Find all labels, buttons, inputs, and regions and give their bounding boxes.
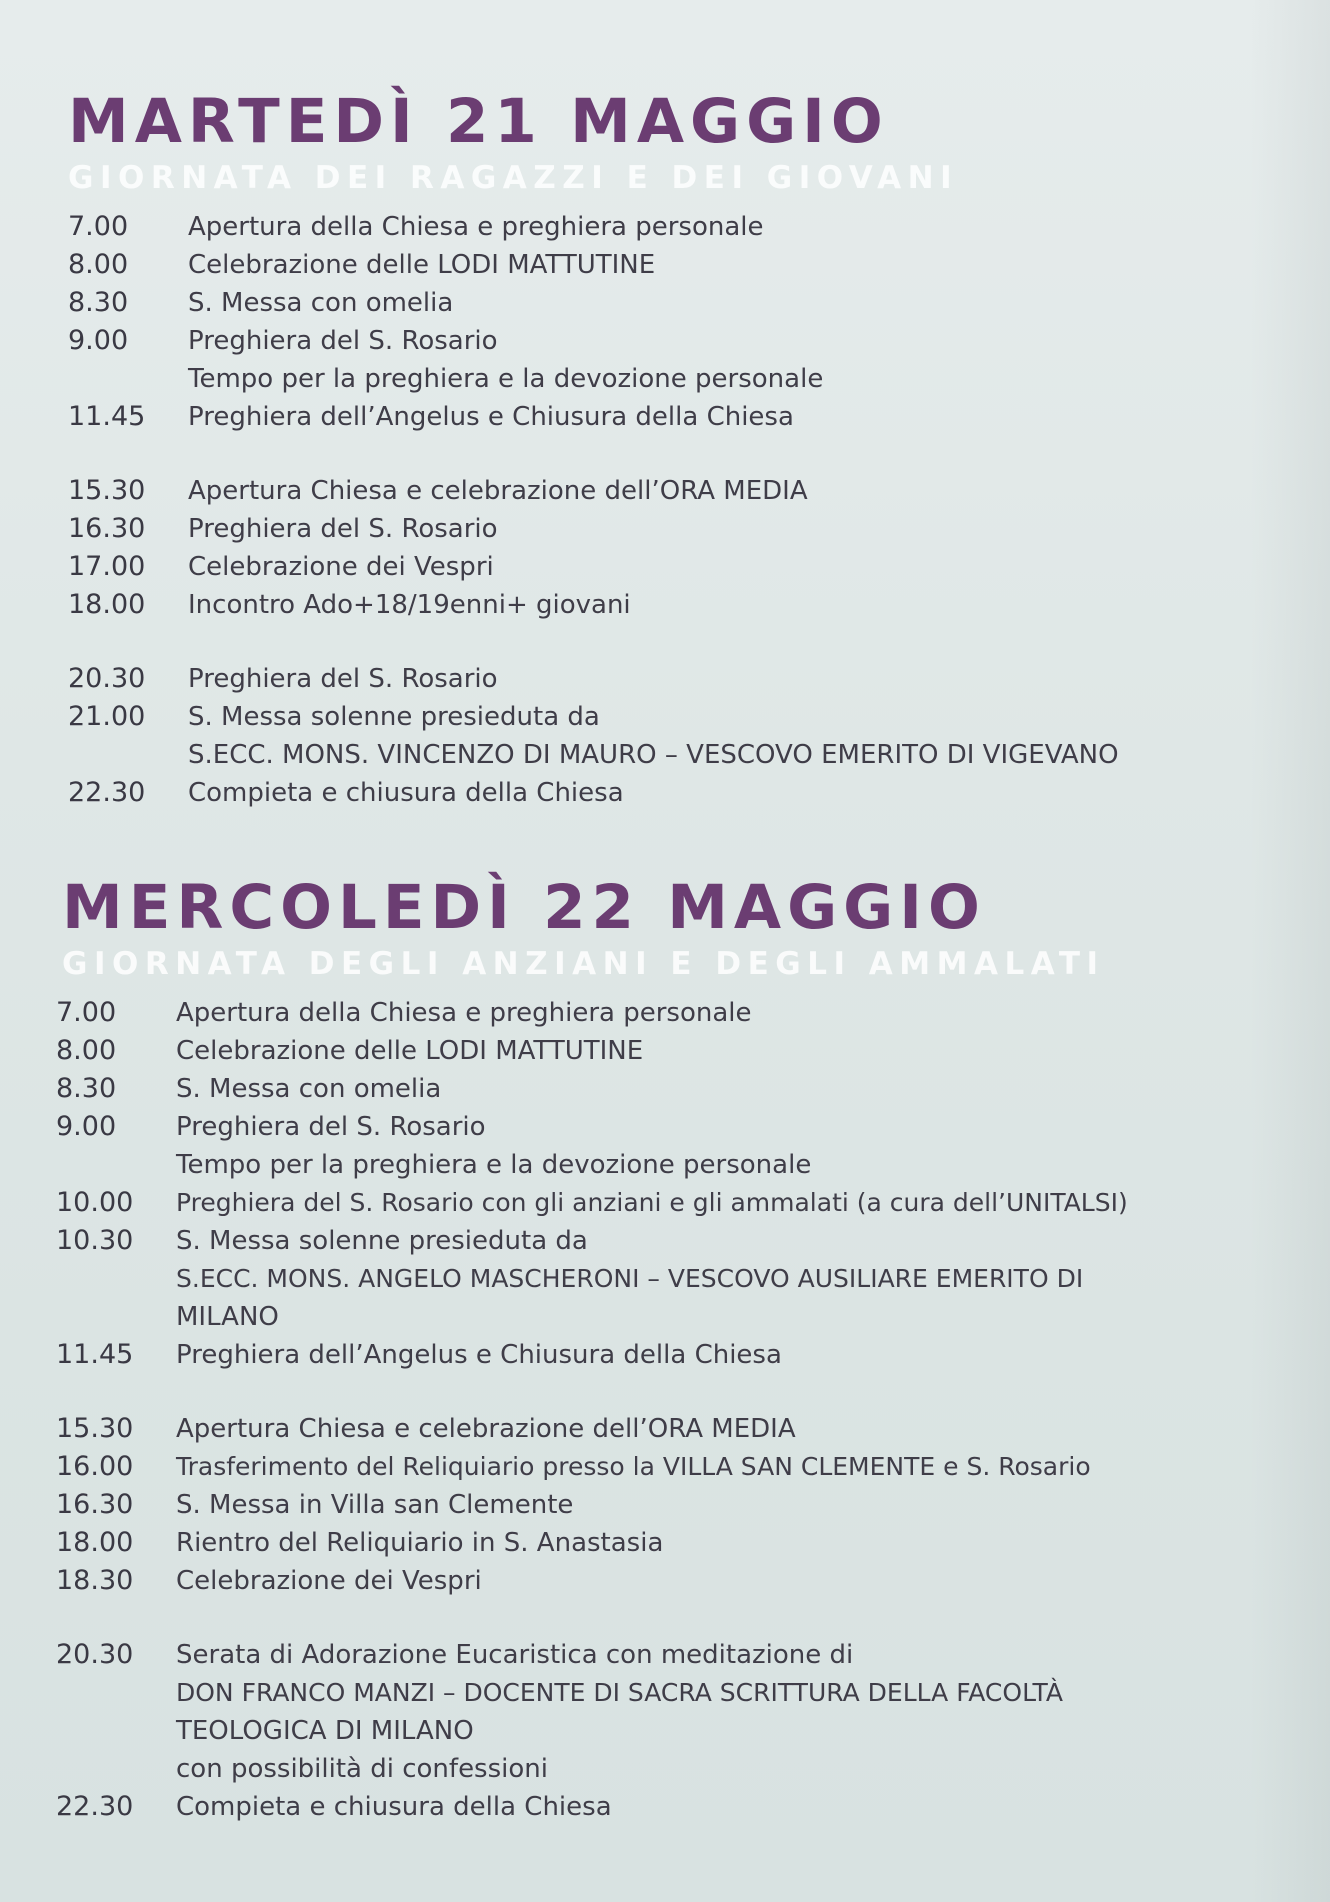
schedule-description (188, 208, 1330, 246)
schedule-description (188, 284, 1330, 322)
description-line: Celebrazione dei Vespri (188, 552, 494, 582)
schedule-description (176, 1410, 1330, 1448)
description-line: Apertura della Chiesa e preghiera personale (176, 998, 752, 1028)
schedule-time: 7.00 (68, 211, 129, 242)
description-line: Preghiera dell’Angelus e Chiusura della Chiesa (176, 1340, 782, 1370)
schedule-time: 11.45 (56, 1339, 134, 1370)
schedule-time: 15.30 (56, 1413, 134, 1444)
schedule-description (176, 1788, 1330, 1826)
description-line: TEOLOGICA DI MILANO (176, 1716, 474, 1746)
schedule-description (176, 1636, 1330, 1788)
schedule-description (188, 510, 1330, 548)
schedule-row (56, 1336, 1330, 1374)
description-line: Tempo per la preghiera e la devozione personale (188, 364, 824, 394)
description-line: S. Messa con omelia (176, 1074, 442, 1104)
description-line: MILANO (176, 1302, 279, 1332)
schedule-time: 18.00 (56, 1527, 134, 1558)
description-line: S. Messa solenne presieduta da (176, 1226, 588, 1256)
schedule-description (176, 1336, 1330, 1374)
schedule-list (56, 994, 1330, 1826)
schedule-description (188, 246, 1330, 284)
description-line: DON FRANCO MANZI – DOCENTE DI SACRA SCRITTURA DELLA FACOLTÀ (176, 1678, 1063, 1707)
day-subtitle: GIORNATA DEGLI ANZIANI E DEGLI AMMALATI (62, 946, 1105, 982)
schedule-time: 16.30 (68, 513, 146, 544)
description-line: Celebrazione delle LODI MATTUTINE (176, 1036, 644, 1066)
schedule-time: 21.00 (68, 701, 146, 732)
description-line: con possibilità di confessioni (176, 1754, 548, 1784)
schedule-description (176, 1524, 1330, 1562)
description-line: Preghiera del S. Rosario (188, 326, 498, 356)
description-line: S. Messa solenne presieduta da (188, 702, 600, 732)
description-line: Compieta e chiusura della Chiesa (176, 1792, 612, 1822)
description-line: S.ECC. MONS. VINCENZO DI MAURO – VESCOVO EMERITO DI VIGEVANO (188, 740, 1119, 770)
description-line: Compieta e chiusura della Chiesa (188, 778, 624, 808)
description-line: Apertura Chiesa e celebrazione dell’ORA MEDIA (188, 476, 808, 506)
schedule-description (176, 1108, 1330, 1184)
schedule-time: 17.00 (68, 551, 146, 582)
schedule-description (176, 1222, 1330, 1336)
schedule-time: 11.45 (68, 401, 146, 432)
description-line: Incontro Ado+18/19enni+ giovani (188, 590, 631, 620)
schedule-row (56, 1562, 1330, 1600)
schedule-description (176, 1184, 1330, 1222)
schedule-list (68, 208, 1330, 812)
description-line: Rientro del Reliquiario in S. Anastasia (176, 1528, 664, 1558)
schedule-description (176, 1486, 1330, 1524)
schedule-row (68, 774, 1330, 812)
schedule-row (56, 1184, 1330, 1222)
description-line: S. Messa con omelia (188, 288, 454, 318)
description-line: Trasferimento del Reliquiario presso la VILLA SAN CLEMENTE e S. Rosario (176, 1452, 1091, 1481)
schedule-row (68, 208, 1330, 246)
schedule-description (188, 548, 1330, 586)
schedule-row (56, 1788, 1330, 1826)
schedule-time: 8.00 (68, 249, 129, 280)
schedule-row (68, 398, 1330, 436)
schedule-description (188, 398, 1330, 436)
schedule-time: 16.00 (56, 1451, 134, 1482)
schedule-description (176, 1448, 1330, 1486)
schedule-description (176, 1070, 1330, 1108)
description-line: Preghiera del S. Rosario (176, 1112, 486, 1142)
description-line: Tempo per la preghiera e la devozione personale (176, 1150, 812, 1180)
schedule-time: 9.00 (68, 325, 129, 356)
description-line: Preghiera dell’Angelus e Chiusura della Chiesa (188, 402, 794, 432)
description-line: Preghiera del S. Rosario con gli anziani e gli ammalati (a cura dell’UNITALSI) (176, 1188, 1128, 1217)
schedule-time: 10.30 (56, 1225, 134, 1256)
day-title: MERCOLEDÌ 22 MAGGIO (62, 872, 986, 943)
schedule-row (56, 1636, 1330, 1788)
description-line: Apertura Chiesa e celebrazione dell’ORA MEDIA (176, 1414, 796, 1444)
schedule-row (56, 1410, 1330, 1448)
description-line: S.ECC. MONS. ANGELO MASCHERONI – VESCOVO AUSILIARE EMERITO DI (176, 1264, 1084, 1293)
day-section-martedi (0, 86, 1330, 812)
schedule-row (56, 1486, 1330, 1524)
schedule-row (68, 246, 1330, 284)
description-line: Serata di Adorazione Eucaristica con meditazione di (176, 1640, 854, 1670)
schedule-row (56, 1032, 1330, 1070)
schedule-description (176, 994, 1330, 1032)
schedule-time: 7.00 (56, 997, 117, 1028)
schedule-time: 22.30 (68, 777, 146, 808)
schedule-row (68, 284, 1330, 322)
schedule-row (56, 1222, 1330, 1336)
day-section-mercoledi (0, 872, 1330, 1826)
schedule-time: 9.00 (56, 1111, 117, 1142)
schedule-row (68, 548, 1330, 586)
description-line: Preghiera del S. Rosario (188, 664, 498, 694)
schedule-description (188, 698, 1330, 774)
schedule-description (176, 1032, 1330, 1070)
schedule-row (68, 586, 1330, 624)
schedule-row (68, 698, 1330, 774)
schedule-row (68, 472, 1330, 510)
schedule-time: 18.30 (56, 1565, 134, 1596)
schedule-time: 20.30 (56, 1639, 134, 1670)
schedule-time: 8.30 (68, 287, 129, 318)
description-line: Celebrazione delle LODI MATTUTINE (188, 250, 656, 280)
schedule-row (68, 510, 1330, 548)
schedule-time: 15.30 (68, 475, 146, 506)
schedule-time: 8.30 (56, 1073, 117, 1104)
schedule-row (56, 1524, 1330, 1562)
description-line: S. Messa in Villa san Clemente (176, 1490, 574, 1520)
day-title: MARTEDÌ 21 MAGGIO (68, 86, 889, 157)
schedule-description (188, 322, 1330, 398)
schedule-time: 18.00 (68, 589, 146, 620)
description-line: Celebrazione dei Vespri (176, 1566, 482, 1596)
schedule-time: 10.00 (56, 1187, 134, 1218)
description-line: Preghiera del S. Rosario (188, 514, 498, 544)
schedule-row (56, 994, 1330, 1032)
day-subtitle: GIORNATA DEI RAGAZZI E DEI GIOVANI (68, 160, 959, 196)
schedule-time: 22.30 (56, 1791, 134, 1822)
description-line: Apertura della Chiesa e preghiera personale (188, 212, 764, 242)
schedule-description (188, 774, 1330, 812)
schedule-time: 20.30 (68, 663, 146, 694)
schedule-row (68, 322, 1330, 398)
schedule-description (188, 472, 1330, 510)
schedule-time: 8.00 (56, 1035, 117, 1066)
schedule-row (56, 1070, 1330, 1108)
schedule-description (188, 660, 1330, 698)
schedule-time: 16.30 (56, 1489, 134, 1520)
schedule-row (68, 660, 1330, 698)
schedule-row (56, 1108, 1330, 1184)
schedule-description (176, 1562, 1330, 1600)
schedule-row (56, 1448, 1330, 1486)
schedule-description (188, 586, 1330, 624)
